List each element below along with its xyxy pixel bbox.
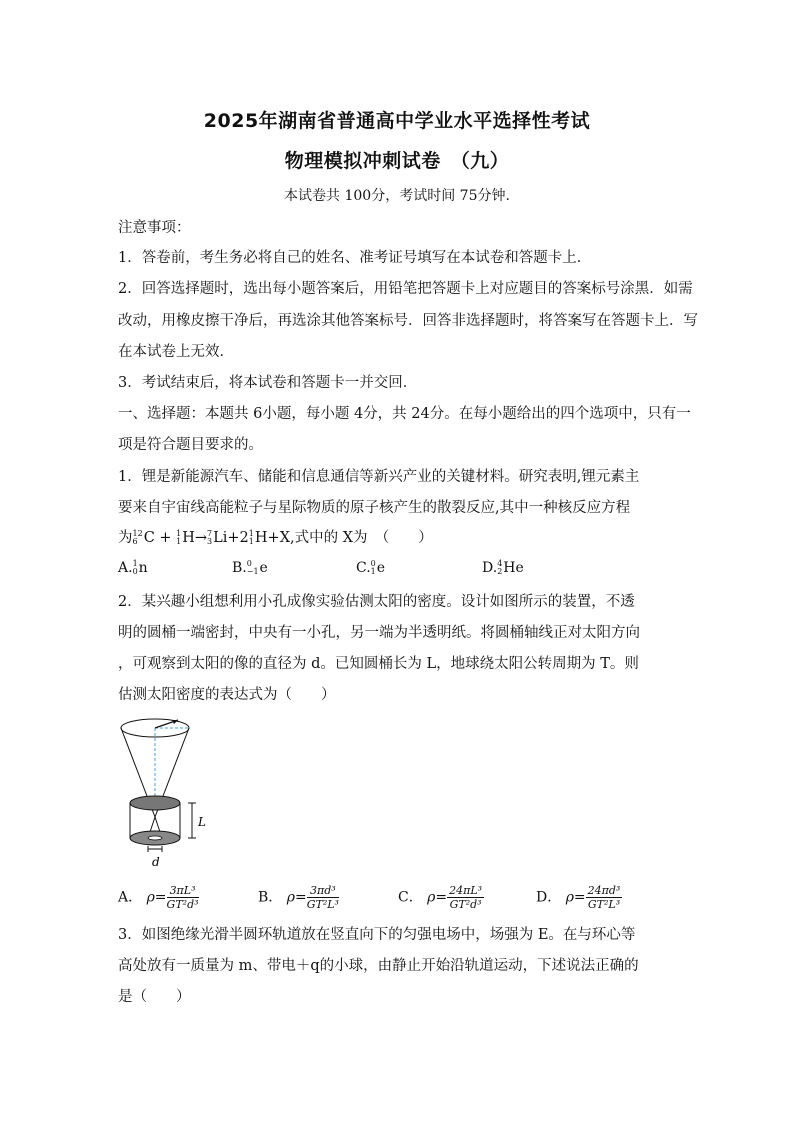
q1-option-a[interactable]: A. 1 0 n [118,559,148,576]
rho-symbol: ρ= [427,889,448,906]
nuclide-c12: 12 6 [132,529,143,546]
option-label: B． [258,889,283,906]
option-label: A． [118,889,143,906]
notes-item-2-line-2: 改动，用橡皮擦干净后，再选涂其他答案标号．回答非选择题时，将答案写在答题卡上．写 [118,313,698,329]
notes-item-2-line-1: 2．回答选择题时，选出每小题答案后，用铅笔把答题卡上对应题目的答案标号涂黑．如需 [118,281,693,297]
q1-option-b[interactable]: B. 0 −1 e [232,559,268,576]
option-label: C． [398,889,423,906]
exam-subject-title: 物理模拟冲刺试卷 （九） [284,150,510,172]
option-label: C. [356,560,371,576]
nuclide-li7: 7 3 [207,529,213,546]
q2-option-c[interactable] [398,884,484,911]
q2-option-b[interactable] [258,884,339,911]
question-1-line-2: 要来自宇宙线高能粒子与星际物质的原子核产生的散裂反应,其中一种核反应方程 [118,500,631,516]
nuclide-h1b: 1 1 [248,529,254,546]
question-2-line-1: 2．某兴趣小组想利用小孔成像实验估测太阳的密度。设计如图所示的装置，不透 [118,594,635,610]
option-label: A. [118,560,133,576]
q2-option-a[interactable] [118,884,199,911]
notes-heading: 注意事项： [118,220,191,236]
q1-suffix: +X,式中的 X为 （ ） [267,530,433,546]
section-1-line-2: 项是符合题目要求的。 [118,437,263,453]
option-label: D． [536,889,562,906]
question-1-line-1: 1．锂是新能源汽车、储能和信息通信等新兴产业的关键材料。研究表明,锂元素主 [118,469,640,485]
question-2-line-4: 估测太阳密度的表达式为（ ） [118,687,336,703]
nuclide-h1: 1 1 [176,529,182,546]
question-3-line-3: 是（ ） [118,989,191,1005]
question-3-line-1: 3．如图绝缘光滑半圆环轨道放在竖直向下的匀强电场中，场强为 E。在与环心等 [118,927,636,943]
section-1-line-1: 一、选择题：本题共 6小题，每小题 4分，共 24分。在每小题给出的四个选项中，只有一 [118,406,691,422]
question-2-line-2: 明的圆桶一端密封，中央有一小孔，另一端为半透明纸。将圆桶轴线正对太阳方向 [118,625,640,641]
q1-option-d[interactable]: D. 4 2 He [482,559,524,576]
diagram-label-d: d [152,855,160,869]
diagram-label-L: L [198,815,206,829]
exam-info: 本试卷共 100分，考试时间 75分钟. [284,188,510,204]
rho-symbol: ρ= [146,889,167,906]
fraction: $\frac{\text{24πL³}}{\text{GT²d³}}$ [449,884,483,911]
notes-item-1: 1．答卷前，考生务必将自己的姓名、准考证号填写在本试卷和答题卡上． [118,250,592,266]
rho-symbol: ρ= [286,889,307,906]
fraction: $\frac{\text{24πd³}}{\text{GT²L³}}$ [587,884,621,911]
notes-item-2-line-3: 在本试卷上无效． [118,344,234,360]
fraction: $\frac{\text{3πd³}}{\text{GT²L³}}$ [306,884,339,911]
question-3-line-2: 高处放有一质量为 m、带电＋q的小球，由静止开始沿轨道运动，下述说法正确的 [118,958,639,974]
rho-symbol: ρ= [565,889,586,906]
option-label: D. [482,560,498,576]
pinhole-cylinder-diagram [112,716,222,872]
exam-title: 2025年湖南省普通高中学业水平选择性考试 [203,110,591,132]
q2-option-d[interactable] [536,884,622,911]
q1-prefix: 为 [118,530,133,546]
fraction: $\frac{\text{3πL³}}{\text{GT²d³}}$ [166,884,199,911]
option-label: B. [232,560,247,576]
question-1-line-3: 为 12 6 C + 1 1 H→ 7 3 Li+2 1 1 H+X,式中的 X为 （ ） [118,529,433,546]
q1-option-c[interactable]: C. 0 1 e [356,559,386,576]
notes-item-3: 3．考试结束后，将本试卷和答题卡一并交回． [118,375,418,391]
question-2-line-3: ，可观察到太阳的像的直径为 d。已知圆桶长为 L，地球绕太阳公转周期为 T。则 [118,656,639,672]
